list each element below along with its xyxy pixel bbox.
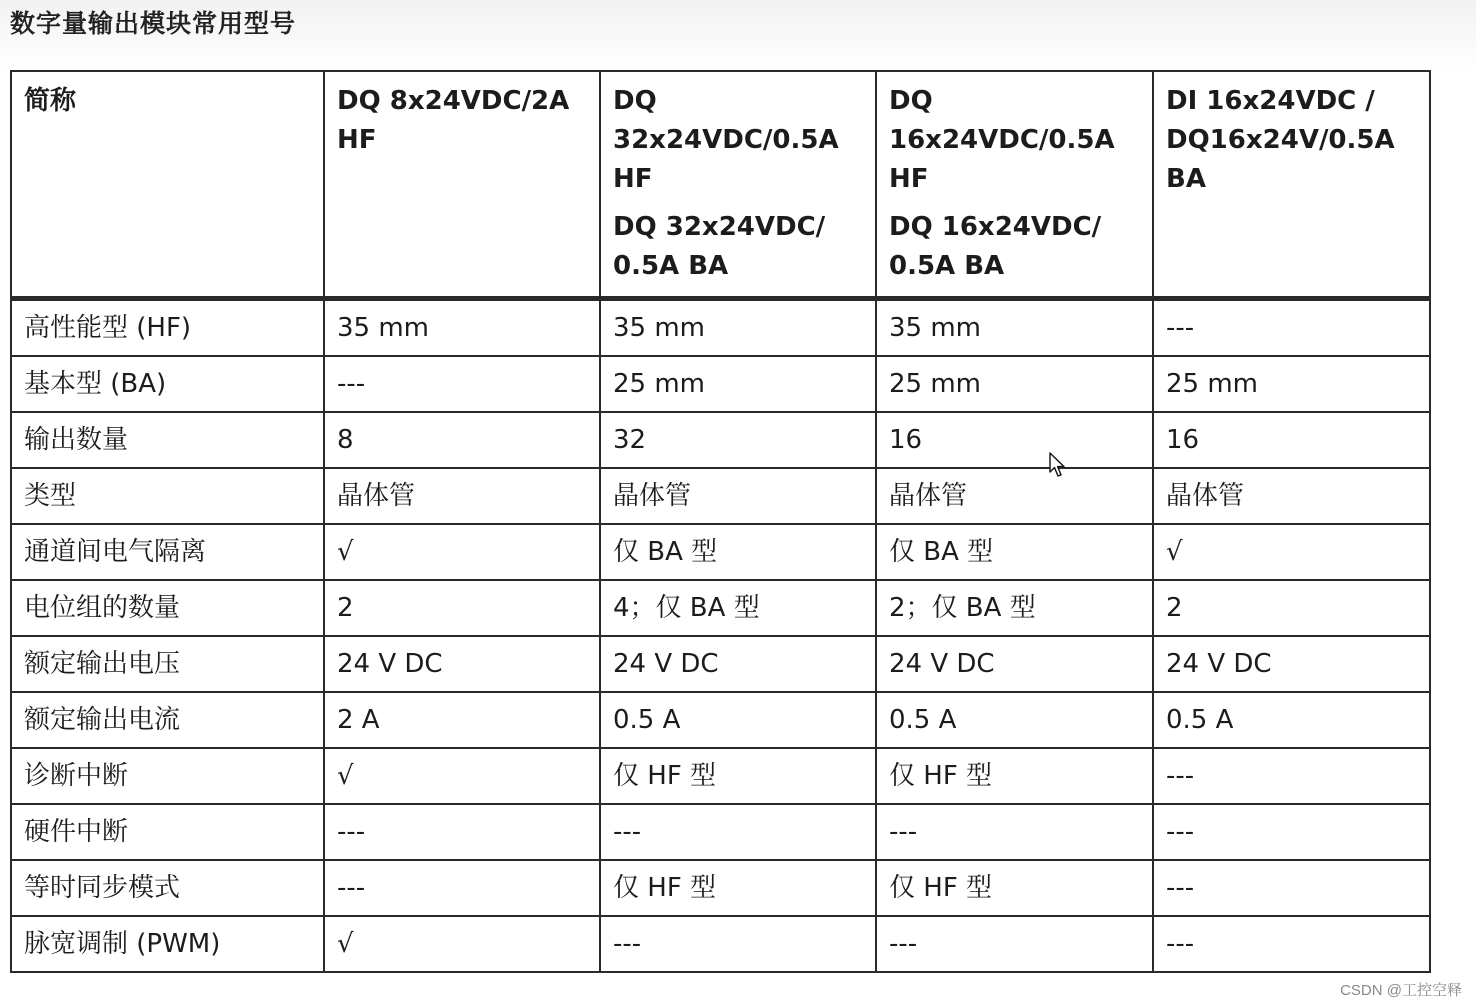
header-col-4-line-1: DI 16x24VDC / [1166, 86, 1375, 116]
table-cell: --- [324, 804, 600, 860]
table-cell: √ [324, 916, 600, 972]
table-cell: 24 V DC [876, 636, 1153, 692]
table-cell: 24 V DC [1153, 636, 1430, 692]
header-col-1-line-1: DQ 8x24VDC/2A [337, 86, 570, 116]
table-header-row [11, 71, 1430, 299]
table-cell: 仅 HF 型 [600, 860, 876, 916]
table-row [11, 580, 1430, 636]
table-cell: 0.5 A [1153, 692, 1430, 748]
table-cell: --- [324, 356, 600, 412]
table-row [11, 860, 1430, 916]
table-cell: 24 V DC [324, 636, 600, 692]
row-label: 通道间电气隔离 [11, 524, 324, 580]
table-cell: --- [876, 804, 1153, 860]
table-cell: 晶体管 [600, 468, 876, 524]
table-cell: √ [1153, 524, 1430, 580]
header-col-2-line-2: 32x24VDC/0.5A [613, 125, 839, 155]
table-cell: --- [1153, 860, 1430, 916]
table-cell: --- [600, 916, 876, 972]
table-cell: 4；仅 BA 型 [600, 580, 876, 636]
header-col-3-line-2: 16x24VDC/0.5A [889, 125, 1115, 155]
table-cell: √ [324, 748, 600, 804]
table-cell: 仅 HF 型 [876, 860, 1153, 916]
table-cell: 35 mm [600, 299, 876, 357]
table-cell: 晶体管 [876, 468, 1153, 524]
table-cell: 8 [324, 412, 600, 468]
header-col-2 [600, 71, 876, 299]
table-body [11, 299, 1430, 973]
table-row [11, 412, 1430, 468]
table-cell: 晶体管 [1153, 468, 1430, 524]
row-label: 额定输出电流 [11, 692, 324, 748]
header-col-4-line-3: BA [1166, 164, 1206, 194]
table-row [11, 748, 1430, 804]
table-cell: 35 mm [876, 299, 1153, 357]
header-col-4 [1153, 71, 1430, 299]
table-cell: 16 [1153, 412, 1430, 468]
header-col-4-line-2: DQ16x24V/0.5A [1166, 125, 1395, 155]
table-row [11, 299, 1430, 357]
header-col-2-line-1: DQ [613, 86, 657, 116]
table-cell: --- [876, 916, 1153, 972]
table-cell: 仅 BA 型 [876, 524, 1153, 580]
header-col-3-line-5: 0.5A BA [889, 251, 1005, 281]
row-label: 脉宽调制 (PWM) [11, 916, 324, 972]
header-col-3 [876, 71, 1153, 299]
row-label: 输出数量 [11, 412, 324, 468]
header-label: 简称 [11, 71, 324, 299]
table-cell: 仅 BA 型 [600, 524, 876, 580]
header-col-2-line-3: HF [613, 164, 653, 194]
table-cell: 2；仅 BA 型 [876, 580, 1153, 636]
table-cell: --- [1153, 748, 1430, 804]
table-row [11, 356, 1430, 412]
table-cell: 24 V DC [600, 636, 876, 692]
table-cell: 35 mm [324, 299, 600, 357]
header-col-1 [324, 71, 600, 299]
table-cell: 25 mm [1153, 356, 1430, 412]
header-col-3-line-3: HF [889, 164, 929, 194]
row-label: 等时同步模式 [11, 860, 324, 916]
table-cell: 25 mm [600, 356, 876, 412]
table-cell: 0.5 A [600, 692, 876, 748]
table-row [11, 692, 1430, 748]
header-col-2-line-4: DQ 32x24VDC/ [613, 212, 826, 242]
row-label: 电位组的数量 [11, 580, 324, 636]
header-col-3-line-1: DQ [889, 86, 933, 116]
table-cell: 仅 HF 型 [876, 748, 1153, 804]
page-title: 数字量输出模块常用型号 [10, 9, 297, 38]
table-row [11, 636, 1430, 692]
table-cell: 16 [876, 412, 1153, 468]
table-row [11, 468, 1430, 524]
watermark: CSDN @工控空释 [1340, 982, 1462, 999]
header-col-2-line-5: 0.5A BA [613, 251, 729, 281]
row-label: 硬件中断 [11, 804, 324, 860]
table-cell: √ [324, 524, 600, 580]
row-label: 额定输出电压 [11, 636, 324, 692]
header-col-1-line-2: HF [337, 125, 377, 155]
mouse-pointer-icon [1049, 452, 1067, 478]
row-label: 类型 [11, 468, 324, 524]
table-cell: 2 [324, 580, 600, 636]
table-cell: 仅 HF 型 [600, 748, 876, 804]
table-cell: 2 [1153, 580, 1430, 636]
table-cell: --- [324, 860, 600, 916]
table-row [11, 916, 1430, 972]
table-row [11, 804, 1430, 860]
table-cell: 晶体管 [324, 468, 600, 524]
table-cell: --- [1153, 804, 1430, 860]
table-cell: --- [1153, 916, 1430, 972]
row-label: 高性能型 (HF) [11, 299, 324, 357]
table-cell: --- [1153, 299, 1430, 357]
spec-table [10, 70, 1431, 973]
table-cell: 25 mm [876, 356, 1153, 412]
row-label: 诊断中断 [11, 748, 324, 804]
table-cell: 32 [600, 412, 876, 468]
table-cell: 2 A [324, 692, 600, 748]
table-row [11, 524, 1430, 580]
row-label: 基本型 (BA) [11, 356, 324, 412]
header-col-3-line-4: DQ 16x24VDC/ [889, 212, 1102, 242]
table-cell: 0.5 A [876, 692, 1153, 748]
table-cell: --- [600, 804, 876, 860]
